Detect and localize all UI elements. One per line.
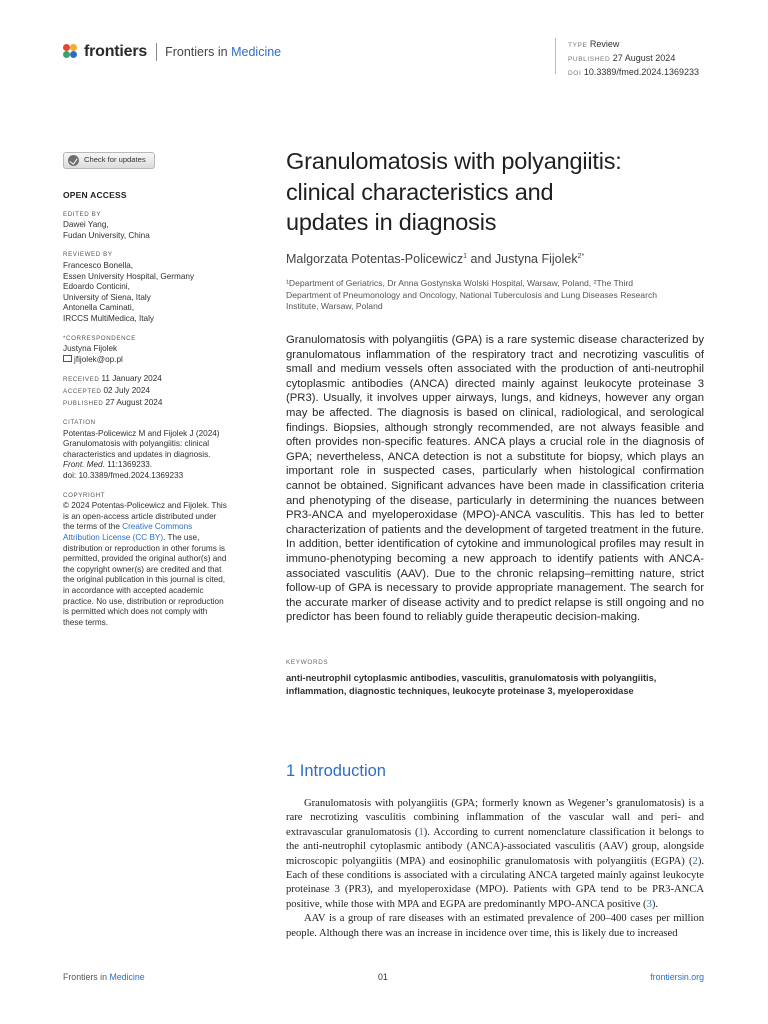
article-title: Granulomatosis with polyangiitis: clinical characteristics and updates in diagnosis bbox=[286, 148, 622, 235]
body-text bbox=[286, 797, 704, 941]
license-link[interactable]: Creative Commons bbox=[122, 522, 193, 532]
logo-divider bbox=[156, 43, 157, 61]
copyright-label: COPYRIGHT bbox=[63, 491, 106, 499]
check-for-updates-button[interactable]: Check for updates bbox=[63, 152, 155, 169]
reviewed-by: Francesco Bonella, Essen University Hospital, Germany Edoardo Conticini, University of Siena, Italy Antonella Caminati, IRCCS MultiMedica, Italy bbox=[63, 260, 195, 323]
logo-wordmark: frontiers bbox=[84, 43, 148, 60]
paragraph-1: Granulomatosis with polyangiitis (GPA; formerly known as Wegener’s granulomatosis) is a rare necrotizing vasculitis combining inflammation of the vascular wall and peri- and extravascular granulomatosis (1). According to current nomenclature classification it belongs to the anti-neutrophil cytoplasmic antibody (ANCA)-associated vasculitis (AAV) group, alongside microscopic polyangiitis (MPA) and eosinophilic granulomatosis with polyangiitis (EGPA) (2). Each of these conditions is associated with a circulating ANCA targeted mainly against leukocyte proteinase 3 (PR3), and myeloperoxidase (MPO). Patients with GPA tend to be PR3-ANCA positive, while those with MPA and EGPA are predominantly MPO-ANCA positive (3). bbox=[286, 798, 704, 910]
published-row: PUBLISHED 27 August 2024 bbox=[63, 397, 163, 407]
frontiers-logo-icon bbox=[63, 44, 79, 60]
edited-by-label: EDITED BY bbox=[63, 210, 102, 218]
envelope-icon bbox=[63, 355, 72, 362]
reviewed-by-label: REVIEWED BY bbox=[63, 251, 113, 259]
author-1[interactable]: Malgorzata Potentas-Policewicz bbox=[286, 252, 464, 266]
page-number: 01 bbox=[378, 972, 388, 982]
citation: Potentas-Policewicz M and Fijolek J (2024) Granulomatosis with polyangiitis: clinical characteristics and updates in diagnosis. Front. Med. 11:1369233. doi: 10.3389/fmed.2024.1369233 bbox=[63, 429, 263, 482]
abstract: Granulomatosis with polyangiitis (GPA) is a rare systemic disease characterized by granulomatous inflammation of the respiratory tract and necrotizing vasculitis of small and medium vessels often associated with the production of anti-neutrophil cytoplasmic antibodies (ANCA) directed mainly against leukocyte proteinase 3 (PR3). Usually, it involves upper airways, lungs, and kidneys, however any organ may be affected. The diagnosis is based on clinical, radiological, and serological findings. Biopsies, although strongly recommended, are not always feasible and often provides non-specific features. ANCA plays a crucial role in the diagnosis of GPA; nevertheless, ANCA detection is not a substitute for biopsy, which plays an important role in suspected cases, particularly when histological confirmation cannot be obtained. Significant advances have been made in classification criteria and phenotyping of the disease, particularly in determining the nuances between PR3-ANCA and myeloperoxidase (MPO)-ANCA vasculitis. This has led to better characterization of patients and the development of targeted treatment in the future. In addition, better identification of cytokine and immunological profiles may result in immuno-phenotyping becoming a new approach to identify patients with ANCA-associated vasculitis (AAV). Due to the chronic relapsing–remitting nature, strict follow-up of GPA is necessary to provide appropriate management. The search for the accurate marker of disease activity and to predict relapse is still ongoing and no predictor has been found to reliably guide therapeutic decision-making. bbox=[286, 334, 704, 624]
keywords-label: KEYWORDS bbox=[286, 659, 329, 666]
sidebar bbox=[63, 152, 263, 628]
author-2[interactable]: Justyna Fijolek bbox=[494, 252, 578, 266]
license-link-cont[interactable]: Attribution License (CC BY) bbox=[63, 533, 164, 543]
article-meta bbox=[555, 38, 699, 77]
citation-doi[interactable]: doi: 10.3389/fmed.2024.1369233 bbox=[63, 471, 184, 481]
open-access-label: OPEN ACCESS bbox=[63, 190, 127, 200]
check-icon bbox=[68, 155, 79, 166]
accepted-row: ACCEPTED 02 July 2024 bbox=[63, 385, 150, 395]
authors: Malgorzata Potentas-Policewicz$^1$ and Justyna Fijolek$^{2*}$ bbox=[286, 252, 585, 266]
journal-name[interactable]: Frontiers in Medicine bbox=[165, 45, 282, 59]
edited-by: Dawei Yang, Fudan University, China bbox=[63, 220, 150, 240]
meta-doi: DOI 10.3389/fmed.2024.1369233 bbox=[568, 67, 699, 77]
reference-link[interactable]: 3 bbox=[646, 898, 652, 910]
copyright: © 2024 Potentas-Policewicz and Fijolek. This is an open-access article distributed under the terms of the Creative Commons Attribution License (CC BY). The use, distribution or reproduction in other forums is permitted, provided the original author(s) and the copyright owner(s) are credited and that the original publication in this journal is cited, in accordance with accepted academic practice. No use, distribution or reproduction is permitted which does not comply with these terms. bbox=[63, 501, 227, 627]
keywords: anti-neutrophil cytoplasmic antibodies, vasculitis, granulomatosis with polyangiitis, inflammation, diagnostic techniques, leukocyte proteinase 3, myeloperoxidase bbox=[286, 673, 657, 697]
reference-link[interactable]: 2 bbox=[692, 855, 698, 867]
received-row: RECEIVED 11 January 2024 bbox=[63, 374, 162, 384]
dates bbox=[63, 374, 263, 409]
paragraph-2: AAV is a group of rare diseases with an estimated prevalence of 200–400 cases per million people. Although there was an increase in incidence over time, this is likely due to increased bbox=[286, 913, 704, 939]
frontiers-logo[interactable] bbox=[63, 43, 281, 61]
citation-label: CITATION bbox=[63, 419, 96, 427]
footer-journal[interactable]: Frontiers in Medicine bbox=[63, 972, 145, 982]
meta-type: TYPE Review bbox=[568, 39, 620, 49]
reference-link[interactable]: 1 bbox=[418, 826, 424, 838]
meta-published: PUBLISHED 27 August 2024 bbox=[568, 53, 676, 63]
footer-site-link[interactable]: frontiersin.org bbox=[650, 972, 704, 982]
correspondence-label: *CORRESPONDENCE bbox=[63, 334, 136, 342]
correspondence-email[interactable]: jfijolek@op.pl bbox=[63, 355, 263, 366]
correspondence: Justyna Fijolek jfijolek@op.pl bbox=[63, 344, 263, 365]
section-heading-introduction: 1 Introduction bbox=[286, 762, 386, 780]
affiliations: ¹Department of Geriatrics, Dr Anna Gostynska Wolski Hospital, Warsaw, Poland, ²The Third Department of Pneumonology and Oncology, National Tuberculosis and Lung Diseases Research Institute, Warsaw, Poland bbox=[286, 278, 658, 311]
